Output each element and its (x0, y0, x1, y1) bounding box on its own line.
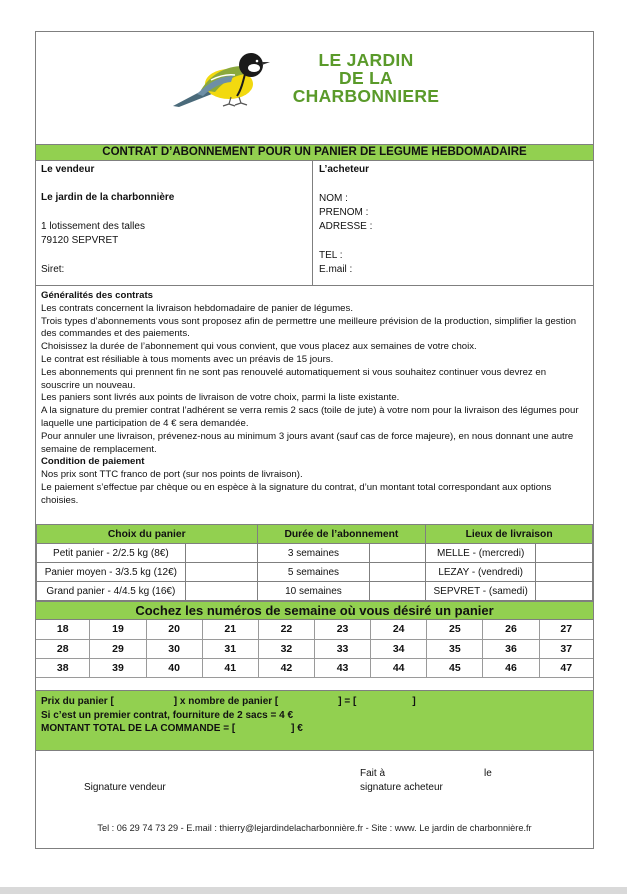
logo-line-3: CHARBONNIERE (292, 86, 440, 106)
acheteur-tel-field[interactable]: TEL : (319, 250, 343, 261)
week-cell[interactable]: 46 (483, 658, 539, 677)
duree-checkbox-cell[interactable] (370, 563, 426, 582)
contract-title: CONTRAT D’ABONNEMENT POUR UN PANIER DE LEGUME HEBDOMADAIRE (36, 144, 593, 161)
weeks-row (36, 639, 593, 658)
bags-line: Si c’est un premier contrat, fourniture de 2 sacs = 4 € (41, 709, 294, 721)
contract-page (35, 31, 594, 849)
terms-paragraph: Choisissez la durée de l’abonnement qui vous convient, que vous placez aux semaines de votre choix. (41, 341, 477, 353)
payment-paragraph: Nos prix sont TTC franco de port (sur nos points de livraison). (41, 469, 303, 481)
terms-paragraph: A la signature du premier contrat l’adhérent se verra remis 2 sacs (toile de jute) à votre nom pour la livraison des légumes pour laquelle une participation de 4 € sera demandée. (41, 405, 579, 429)
week-cell[interactable]: 20 (146, 620, 202, 639)
vendeur-siret-label: Siret: (41, 264, 65, 275)
panier-checkbox-cell[interactable] (185, 544, 257, 563)
vendeur-address-1: 1 lotissement des talles (41, 221, 145, 232)
logo-area (36, 32, 593, 144)
lieu-option: SEPVRET - (samedi) (426, 582, 536, 601)
header-duree: Durée de l’abonnement (257, 525, 426, 544)
vendeur-box (36, 161, 313, 285)
week-cell[interactable]: 18 (36, 620, 90, 639)
grand-total-label: MONTANT TOTAL DE LA COMMANDE = [ (41, 723, 236, 734)
table-row (37, 582, 593, 601)
duree-checkbox-cell[interactable] (370, 582, 426, 601)
price-label: Prix du panier [ (41, 696, 114, 707)
week-cell[interactable]: 26 (483, 620, 539, 639)
signature-vendeur-label: Signature vendeur (84, 782, 166, 793)
subtotal-label: ] = [ (338, 696, 357, 707)
duree-option: 5 semaines (257, 563, 370, 582)
week-cell[interactable]: 29 (90, 639, 146, 658)
week-cell[interactable]: 22 (258, 620, 314, 639)
logo-text (276, 51, 456, 105)
week-cell[interactable]: 42 (258, 658, 314, 677)
vendeur-address-2: 79120 SEPVRET (41, 235, 119, 246)
lieu-checkbox-cell[interactable] (536, 563, 593, 582)
duree-checkbox-cell[interactable] (370, 544, 426, 563)
duree-option: 10 semaines (257, 582, 370, 601)
signature-acheteur-label: signature acheteur (360, 782, 443, 793)
week-cell[interactable]: 25 (427, 620, 483, 639)
footer-contact: Tel : 06 29 74 73 29 - E.mail : thierry@lejardindelacharbonnière.fr - Site : www. Le jardin de charbonnière.fr (97, 823, 532, 833)
lieu-option: MELLE - (mercredi) (426, 544, 536, 563)
panier-option: Panier moyen - 3/3.5 kg (12€) (37, 563, 186, 582)
panier-option: Grand panier - 4/4.5 kg (16€) (37, 582, 186, 601)
week-cell[interactable]: 30 (146, 639, 202, 658)
acheteur-prenom-field[interactable]: PRENOM : (319, 207, 369, 218)
acheteur-heading: L’acheteur (319, 164, 370, 175)
week-cell[interactable]: 35 (427, 639, 483, 658)
week-cell[interactable]: 24 (371, 620, 427, 639)
choices-table (36, 524, 593, 601)
date-label: le (484, 768, 492, 779)
terms-paragraph: Pour annuler une livraison, prévenez-nous au minimum 3 jours avant (sauf cas de force majeure), en nous donnant une autre semaine de remplacement. (41, 430, 574, 455)
parties-section (36, 161, 593, 286)
terms-paragraph: Les abonnements qui prennent fin ne sont pas renouvelé automatiquement si vous souhaitez continuer vous devrez en souscrire un nouveau. (41, 366, 547, 391)
acheteur-adresse-field[interactable]: ADRESSE : (319, 221, 373, 232)
week-cell[interactable]: 37 (539, 639, 593, 658)
acheteur-box (313, 161, 593, 285)
logo-line-1: LE JARDIN (318, 50, 414, 70)
vendeur-name: Le jardin de la charbonnière (41, 192, 175, 203)
weeks-row (36, 620, 593, 639)
logo-line-2: DE LA (339, 68, 393, 88)
weeks-heading: Cochez les numéros de semaine où vous désiré un panier (36, 601, 593, 620)
week-cell[interactable]: 28 (36, 639, 90, 658)
lieu-option: LEZAY - (vendredi) (426, 563, 536, 582)
payment-heading: Condition de paiement (41, 456, 145, 468)
table-row (37, 544, 593, 563)
week-cell[interactable]: 44 (371, 658, 427, 677)
week-cell[interactable]: 39 (90, 658, 146, 677)
week-cell[interactable]: 33 (314, 639, 370, 658)
week-cell[interactable]: 45 (427, 658, 483, 677)
week-cell[interactable]: 43 (314, 658, 370, 677)
week-cell[interactable]: 38 (36, 658, 90, 677)
total-box (36, 690, 593, 751)
grand-total-line (41, 722, 593, 736)
header-lieux: Lieux de livraison (426, 525, 593, 544)
grand-total-currency: ] € (291, 723, 303, 734)
vendeur-heading: Le vendeur (41, 164, 95, 175)
fait-a-label: Fait à (360, 768, 386, 779)
bottom-strip (0, 887, 627, 894)
week-cell[interactable]: 41 (202, 658, 258, 677)
week-cell[interactable]: 36 (483, 639, 539, 658)
panier-checkbox-cell[interactable] (185, 582, 257, 601)
terms-paragraph: Les contrats concernent la livraison hebdomadaire de panier de légumes. (41, 302, 353, 314)
table-row (37, 563, 593, 582)
weeks-row (36, 658, 593, 677)
week-cell[interactable]: 27 (539, 620, 593, 639)
terms-section (41, 290, 586, 508)
payment-paragraph: Le paiement s’effectue par chèque ou en espèce à la signature du contrat, d’un montant total correspondant aux options choisies. (41, 481, 552, 506)
week-cell[interactable]: 23 (314, 620, 370, 639)
week-cell[interactable]: 31 (202, 639, 258, 658)
week-cell[interactable]: 32 (258, 639, 314, 658)
weeks-grid (36, 620, 593, 678)
acheteur-email-field[interactable]: E.mail : (319, 264, 353, 275)
acheteur-nom-field[interactable]: NOM : (319, 193, 348, 204)
price-line (41, 695, 593, 709)
week-cell[interactable]: 40 (146, 658, 202, 677)
header-choix-panier: Choix du panier (37, 525, 258, 544)
general-heading: Généralités des contrats (41, 290, 153, 301)
week-cell[interactable]: 19 (90, 620, 146, 639)
terms-paragraph: Trois types d’abonnements vous sont proposez afin de permettre une meilleure prévision de la production, simplifier la gestion des commandes et des paiements. (41, 315, 577, 340)
week-cell[interactable]: 21 (202, 620, 258, 639)
lieu-checkbox-cell[interactable] (536, 544, 593, 563)
quantity-label: ] x nombre de panier [ (173, 696, 279, 707)
week-cell[interactable]: 34 (371, 639, 427, 658)
panier-checkbox-cell[interactable] (185, 563, 257, 582)
panier-option: Petit panier - 2/2.5 kg (8€) (37, 544, 186, 563)
week-cell[interactable]: 47 (539, 658, 593, 677)
terms-paragraph: Les paniers sont livrés aux points de livraison de votre choix, parmi la liste existante. (41, 392, 400, 404)
terms-paragraph: Le contrat est résiliable à tous moments avec un préavis de 15 jours. (41, 353, 334, 365)
duree-option: 3 semaines (257, 544, 370, 563)
lieu-checkbox-cell[interactable] (536, 582, 593, 601)
great-tit-bird-icon (171, 50, 271, 108)
subtotal-close: ] (412, 696, 416, 707)
